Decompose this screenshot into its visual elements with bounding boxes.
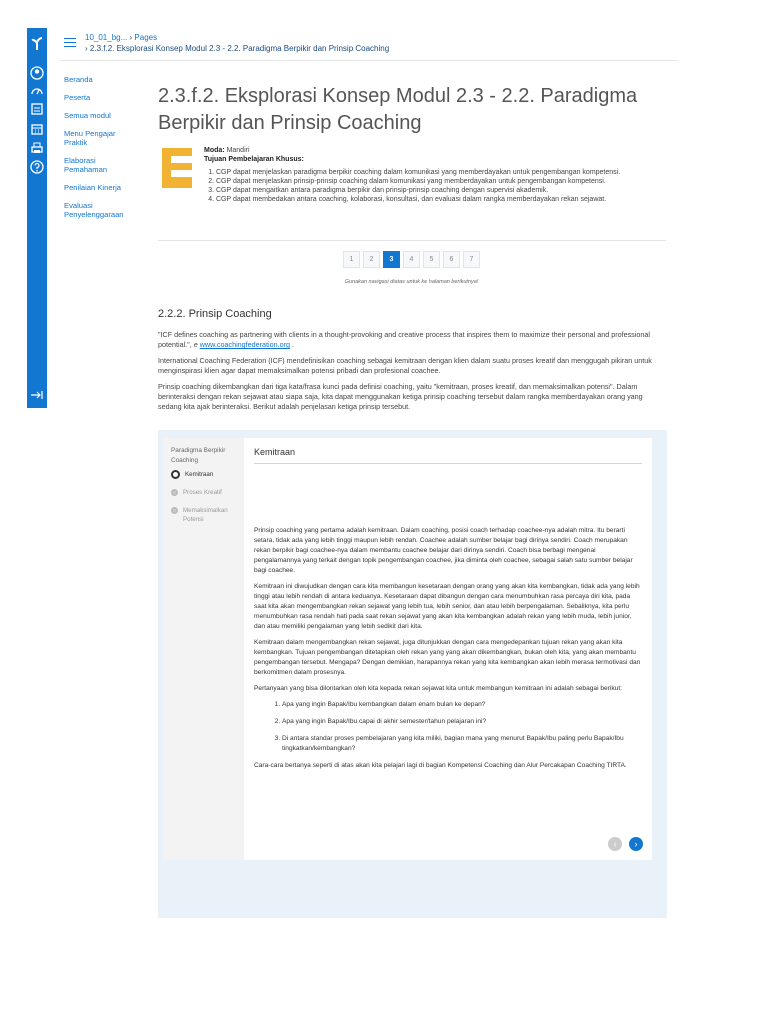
- radio-icon: [171, 507, 178, 514]
- principles-paragraph: Prinsip coaching dikembangkan dari tiga kata/frasa kunci pada definisi coaching, yaitu "kemitraan, proses kreatif, dan memaksimalkan potensi". Dalam berinteraksi dengan rekan sejawat atau siapa saja, kita dapat menggunakan ketiga prinsip coaching tersebut dalam rangka memberdayakan orang yang sedang kita ajak berinteraksi. Berikut adalah penjelasan ketiga prinsip tersebut.: [158, 382, 643, 411]
- nav-item-semua-modul[interactable]: Semua modul: [64, 111, 111, 120]
- nav-item-evaluasi-penyelenggaraan[interactable]: Evaluasi Penyelenggaraan: [64, 201, 124, 219]
- widget-paragraph: Kemitraan dalam mengembangkan rekan sejawat, juga ditunjukkan dengan cara mengedepankan tujuan rekan yang akan kita kembangkan. Tujuan pengembangan ditetapkan oleh rekan yang yang akan dikembangkan, bukan oleh kita, yang akan membantu pengembangan tersebut. Mengapa? Dengan demikian, harapannya rekan yang kita kembangkan akan lebih merasa termotivasi dan berkomitmen dalam prosesnya.: [254, 639, 641, 676]
- option-proses-kreatif[interactable]: [171, 488, 244, 497]
- mode-value: Mandiri: [226, 147, 250, 154]
- icf-quote: [158, 330, 666, 350]
- breadcrumb: [85, 32, 389, 54]
- nav-item-menu-pengajar-praktik[interactable]: Menu Pengajar Praktik: [64, 129, 116, 147]
- widget-body: [254, 526, 642, 771]
- section-heading: 2.2.2. Prinsip Coaching: [158, 308, 272, 320]
- page-7-button[interactable]: 7: [463, 251, 480, 268]
- question-item: 3. Di antara standar proses pembelajaran yang kita miliki, bagian mana yang menurut Bapak/Ibu paling perlu Bapak/Ibu tingkatkan/kembangkan?: [282, 734, 642, 754]
- option-label: Kemitraan: [185, 471, 214, 478]
- help-icon[interactable]: [30, 160, 44, 174]
- nav-item-penilaian-kinerja[interactable]: Penilaian Kinerja: [64, 183, 121, 192]
- page-3-button[interactable]: 3: [383, 251, 400, 268]
- course-nav: [64, 75, 144, 228]
- goals-heading: Tujuan Pembelajaran Khusus:: [204, 156, 304, 163]
- option-kemitraan[interactable]: [171, 470, 244, 479]
- archive-icon[interactable]: [30, 102, 44, 116]
- radio-selected-icon: [171, 470, 180, 479]
- menu-toggle-icon[interactable]: [64, 38, 76, 48]
- pagination-hint: Gunakan navigasi diatas untuk ke halaman berikutnya!: [344, 279, 479, 285]
- page-5-button[interactable]: 5: [423, 251, 440, 268]
- principles-widget: [163, 438, 652, 860]
- page-pagination: [343, 251, 480, 268]
- widget-paragraph: Prinsip coaching yang pertama adalah kemitraan. Dalam coaching, posisi coach terhadap coachee-nya adalah mitra. Itu berarti setara, tidak ada yang lebih tinggi maupun lebih rendah. Coachee adalah sumber belajar bagi dirinya sendiri. Coach merupakan rekan berpikir bagi coachee-nya dalam membantu coachee belajar dari dirinya sendiri. Coach bisa berbagi mengenai pengalamannya yang terkait dengan topik pengembangan coachee, jika diminta oleh coachee, sebagai salah satu sumber belajar bagi coachee.: [254, 527, 633, 574]
- breadcrumb-current-page: 2.3.f.2. Eksplorasi Konsep Modul 2.3 - 2.2. Paradigma Berpikir dan Prinsip Coaching: [89, 44, 390, 53]
- option-label: Memaksimalkan Potensi: [183, 507, 228, 523]
- breadcrumb-pages-link[interactable]: Pages: [134, 33, 158, 42]
- header-divider: [60, 60, 678, 61]
- sprout-logo-icon[interactable]: [31, 36, 43, 50]
- question-item: 1. Apa yang ingin Bapak/Ibu kembangkan dalam enam bulan ke depan?: [282, 700, 642, 710]
- collapse-arrow-icon[interactable]: [30, 389, 44, 403]
- radio-icon: [171, 489, 178, 496]
- section-intro: [158, 330, 666, 418]
- quote-end: .: [290, 340, 295, 349]
- quote-text: "ICF defines coaching as partnering with clients in a thought-provoking and creative process that inspires them to maximize their personal and professional potential.",: [158, 330, 650, 349]
- widget-title: Kemitraan: [254, 446, 642, 464]
- question-item: 2. Apa yang ingin Bapak/Ibu capai di akhir semester/tahun pelajaran ini?: [282, 717, 642, 727]
- mode-label: Moda:: [204, 147, 225, 154]
- nav-item-elaborasi-pemahaman[interactable]: Elaborasi Pemahaman: [64, 156, 108, 174]
- question-list: [282, 700, 642, 754]
- widget-paragraph: Cara-cara bertanya seperti di atas akan kita pelajari lagi di bagian Kompetensi Coaching dan Alur Percakapan Coaching TIRTA.: [254, 762, 627, 769]
- goals-list: [216, 168, 666, 204]
- next-slide-button[interactable]: ›: [629, 837, 643, 851]
- page-6-button[interactable]: 6: [443, 251, 460, 268]
- goal-item: 2. CGP dapat menjelaskan prinsip-prinsip coaching dalam komunikasi yang memberdayakan untuk pengembangan kompetensi.: [216, 177, 666, 186]
- widget-content: [254, 446, 642, 777]
- icf-link[interactable]: www.coachingfederation.org: [199, 340, 291, 349]
- icf-definition-paragraph: International Coaching Federation (ICF) mendefinisikan coaching sebagai kemitraan dengan klien dalam suatu proses kreatif dan menggugah pikiran untuk menginspirasi klien agar dapat memaksimalkan potensi pribadi dan profesional coachee.: [158, 356, 652, 375]
- widget-paragraph: Pertanyaan yang bisa dilontarkan oleh kita kepada rekan sejawat kita untuk membangun kemitraan ini adalah sebagai berikut:: [254, 685, 623, 692]
- goal-item: 3. CGP dapat mengaitkan antara paradigma berpikir dan prinsip-prinsip coaching dengan supervisi akademik.: [216, 186, 666, 195]
- breadcrumb-separator: ›: [129, 33, 133, 42]
- dashboard-icon[interactable]: [30, 84, 44, 98]
- learning-goals: [204, 146, 666, 204]
- widget-sidebar: [163, 438, 244, 860]
- goal-item: 4. CGP dapat membedakan antara coaching, kolaborasi, konsultasi, dan evaluasi dalam rangka memberdayakan rekan sejawat.: [216, 195, 666, 204]
- widget-sidebar-title: Paradigma Berpikir Coaching: [171, 447, 226, 464]
- external-link-icon: e: [193, 340, 200, 349]
- calendar-icon[interactable]: [30, 122, 44, 136]
- widget-paragraph: Kemitraan ini diwujudkan dengan cara kita membangun kesetaraan dengan orang yang akan kita kembangkan, tidak ada yang lebih tinggi atau lebih rendah di antara keduanya. Kesetaraan dapat dibangun dengan cara menumbuhkan rasa percaya diri kita, pada saat kita akan mengembangkan rekan sejawat yang lebih tua, lebih senior, dan atau lebih berpengalaman. Sebaliknya, kita perlu menumbuhkan rasa rendah hati pada saat rekan sejawat yang akan kita kembangkan adalah rekan yang lebih muda, lebih junior, dan atau memiliki pengalaman yang lebih sedikit dari kita.: [254, 583, 640, 630]
- breadcrumb-separator: ›: [85, 44, 88, 53]
- option-memaksimalkan-potensi[interactable]: [171, 506, 244, 524]
- page-title: 2.3.f.2. Eksplorasi Konsep Modul 2.3 - 2.2. Paradigma Berpikir dan Prinsip Coaching: [158, 85, 638, 134]
- page-2-button[interactable]: 2: [363, 251, 380, 268]
- goal-item: 1. CGP dapat menjelaskan paradigma berpikir coaching dalam komunikasi yang memberdayakan untuk pengembangan kompetensi.: [216, 168, 666, 177]
- page-4-button[interactable]: 4: [403, 251, 420, 268]
- nav-item-beranda[interactable]: Beranda: [64, 75, 93, 84]
- nav-item-peserta[interactable]: Peserta: [64, 93, 91, 102]
- content-divider: [158, 240, 666, 241]
- breadcrumb-course-link[interactable]: 10_01_bg...: [85, 33, 128, 42]
- option-label: Proses Kreatif: [183, 489, 222, 496]
- elaborasi-logo-icon: [162, 148, 192, 188]
- page-1-button[interactable]: 1: [343, 251, 360, 268]
- printer-icon[interactable]: [30, 141, 44, 155]
- user-icon[interactable]: [30, 66, 44, 80]
- previous-slide-button[interactable]: ‹: [608, 837, 622, 851]
